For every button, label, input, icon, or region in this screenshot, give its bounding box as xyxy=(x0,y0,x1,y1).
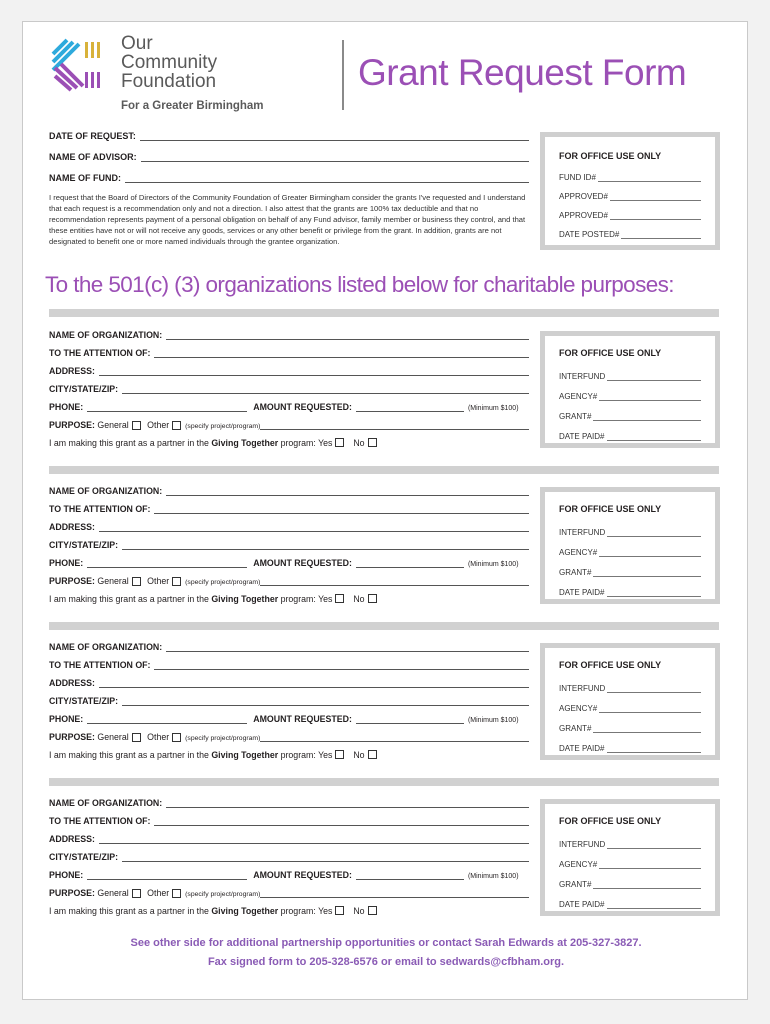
agency-field[interactable]: AGENCY# xyxy=(559,392,701,401)
no-checkbox[interactable] xyxy=(368,750,377,759)
organization-name-field[interactable]: NAME OF ORGANIZATION: xyxy=(49,330,529,340)
city-state-zip-field[interactable]: CITY/STATE/ZIP: xyxy=(49,696,529,706)
office-use-title: FOR OFFICE USE ONLY xyxy=(559,348,662,358)
agency-field[interactable]: AGENCY# xyxy=(559,860,701,869)
address-field[interactable]: ADDRESS: xyxy=(49,522,529,532)
yes-checkbox[interactable] xyxy=(335,906,344,915)
tagline: For a Greater Birmingham xyxy=(121,100,264,112)
attention-field[interactable]: TO THE ATTENTION OF: xyxy=(49,816,529,826)
attention-field[interactable]: TO THE ATTENTION OF: xyxy=(49,504,529,514)
footer-fax-email: Fax signed form to 205-328-6576 or email to sedwards@cfbham.org. xyxy=(207,956,565,968)
separator-bar xyxy=(49,622,719,630)
address-field[interactable]: ADDRESS: xyxy=(49,678,529,688)
purpose-row: PURPOSE: General Other (specify project/program) xyxy=(49,576,529,586)
form-page xyxy=(22,21,748,1000)
office-use-title: FOR OFFICE USE ONLY xyxy=(559,504,662,514)
no-checkbox[interactable] xyxy=(368,906,377,915)
interfund-field[interactable]: INTERFUND xyxy=(559,372,701,381)
phone-amount-row[interactable]: PHONE: AMOUNT REQUESTED: (Minimum $100) xyxy=(49,402,519,412)
grant-field[interactable]: GRANT# xyxy=(559,724,701,733)
date-paid-field[interactable]: DATE PAID# xyxy=(559,744,701,753)
office-use-title: FOR OFFICE USE ONLY xyxy=(559,151,662,161)
grant-field[interactable]: GRANT# xyxy=(559,412,701,421)
form-title: Grant Request Form xyxy=(358,52,687,93)
org-name: Our Community Foundation xyxy=(121,33,218,92)
fund-id-field[interactable]: FUND ID# xyxy=(559,173,701,182)
footer-contact: See other side for additional partnership opportunities or contact Sarah Edwards at 205-327-3827. xyxy=(130,937,642,949)
section-title: To the 501(c) (3) organizations listed below for charitable purposes: xyxy=(45,272,674,297)
purpose-row: PURPOSE: General Other (specify project/program) xyxy=(49,732,529,742)
approved-field-1[interactable]: APPROVED# xyxy=(559,192,701,201)
office-use-title: FOR OFFICE USE ONLY xyxy=(559,660,662,670)
phone-amount-row[interactable]: PHONE: AMOUNT REQUESTED: (Minimum $100) xyxy=(49,870,519,880)
date-of-request-field[interactable]: DATE OF REQUEST: xyxy=(49,131,529,141)
general-checkbox[interactable] xyxy=(132,577,141,586)
date-paid-field[interactable]: DATE PAID# xyxy=(559,900,701,909)
separator-bar xyxy=(49,778,719,786)
office-use-box xyxy=(540,331,720,448)
grant-field[interactable]: GRANT# xyxy=(559,568,701,577)
name-of-advisor-field[interactable]: NAME OF ADVISOR: xyxy=(49,152,529,162)
giving-together-row: I am making this grant as a partner in the Giving Together program: Yes No xyxy=(49,750,381,760)
agency-field[interactable]: AGENCY# xyxy=(559,704,701,713)
office-use-box xyxy=(540,132,720,250)
phone-amount-row[interactable]: PHONE: AMOUNT REQUESTED: (Minimum $100) xyxy=(49,558,519,568)
foundation-logo-icon xyxy=(49,36,101,92)
no-checkbox[interactable] xyxy=(368,594,377,603)
grant-field[interactable]: GRANT# xyxy=(559,880,701,889)
date-paid-field[interactable]: DATE PAID# xyxy=(559,588,701,597)
organization-name-field[interactable]: NAME OF ORGANIZATION: xyxy=(49,486,529,496)
declaration-text: I request that the Board of Directors of the Community Foundation of Greater Birmingham consider the grants I've requested and I understand that each request is a recommendation only and not a direction. I also attest that the grants are 100% tax deductible and that no recommendation represents payment of a personal obligation on behalf of any Fund advisor, family member or business they control, and that these entities have not or will not receive any goods, services or any other benefit or privilege from the grant. In addition, grants are not designated to benefit one or more named individuals through the grantee organization. xyxy=(49,193,526,246)
yes-checkbox[interactable] xyxy=(335,438,344,447)
other-checkbox[interactable] xyxy=(172,577,181,586)
attention-field[interactable]: TO THE ATTENTION OF: xyxy=(49,660,529,670)
other-checkbox[interactable] xyxy=(172,889,181,898)
purpose-row: PURPOSE: General Other (specify project/program) xyxy=(49,420,529,430)
interfund-field[interactable]: INTERFUND xyxy=(559,684,701,693)
interfund-field[interactable]: INTERFUND xyxy=(559,528,701,537)
office-use-title: FOR OFFICE USE ONLY xyxy=(559,816,662,826)
yes-checkbox[interactable] xyxy=(335,750,344,759)
giving-together-row: I am making this grant as a partner in the Giving Together program: Yes No xyxy=(49,594,381,604)
date-paid-field[interactable]: DATE PAID# xyxy=(559,432,701,441)
office-use-box xyxy=(540,487,720,604)
giving-together-row: I am making this grant as a partner in the Giving Together program: Yes No xyxy=(49,906,381,916)
address-field[interactable]: ADDRESS: xyxy=(49,366,529,376)
organization-name-field[interactable]: NAME OF ORGANIZATION: xyxy=(49,798,529,808)
giving-together-row: I am making this grant as a partner in the Giving Together program: Yes No xyxy=(49,438,381,448)
header-divider xyxy=(342,40,344,110)
general-checkbox[interactable] xyxy=(132,889,141,898)
date-posted-field[interactable]: DATE POSTED# xyxy=(559,230,701,239)
office-use-box xyxy=(540,799,720,916)
address-field[interactable]: ADDRESS: xyxy=(49,834,529,844)
separator-bar xyxy=(49,466,719,474)
city-state-zip-field[interactable]: CITY/STATE/ZIP: xyxy=(49,540,529,550)
office-use-box xyxy=(540,643,720,760)
general-checkbox[interactable] xyxy=(132,733,141,742)
separator-bar xyxy=(49,309,719,317)
other-checkbox[interactable] xyxy=(172,421,181,430)
phone-amount-row[interactable]: PHONE: AMOUNT REQUESTED: (Minimum $100) xyxy=(49,714,519,724)
yes-checkbox[interactable] xyxy=(335,594,344,603)
organization-name-field[interactable]: NAME OF ORGANIZATION: xyxy=(49,642,529,652)
other-checkbox[interactable] xyxy=(172,733,181,742)
city-state-zip-field[interactable]: CITY/STATE/ZIP: xyxy=(49,384,529,394)
approved-field-2[interactable]: APPROVED# xyxy=(559,211,701,220)
attention-field[interactable]: TO THE ATTENTION OF: xyxy=(49,348,529,358)
interfund-field[interactable]: INTERFUND xyxy=(559,840,701,849)
name-of-fund-field[interactable]: NAME OF FUND: xyxy=(49,173,529,183)
city-state-zip-field[interactable]: CITY/STATE/ZIP: xyxy=(49,852,529,862)
no-checkbox[interactable] xyxy=(368,438,377,447)
purpose-row: PURPOSE: General Other (specify project/program) xyxy=(49,888,529,898)
general-checkbox[interactable] xyxy=(132,421,141,430)
agency-field[interactable]: AGENCY# xyxy=(559,548,701,557)
